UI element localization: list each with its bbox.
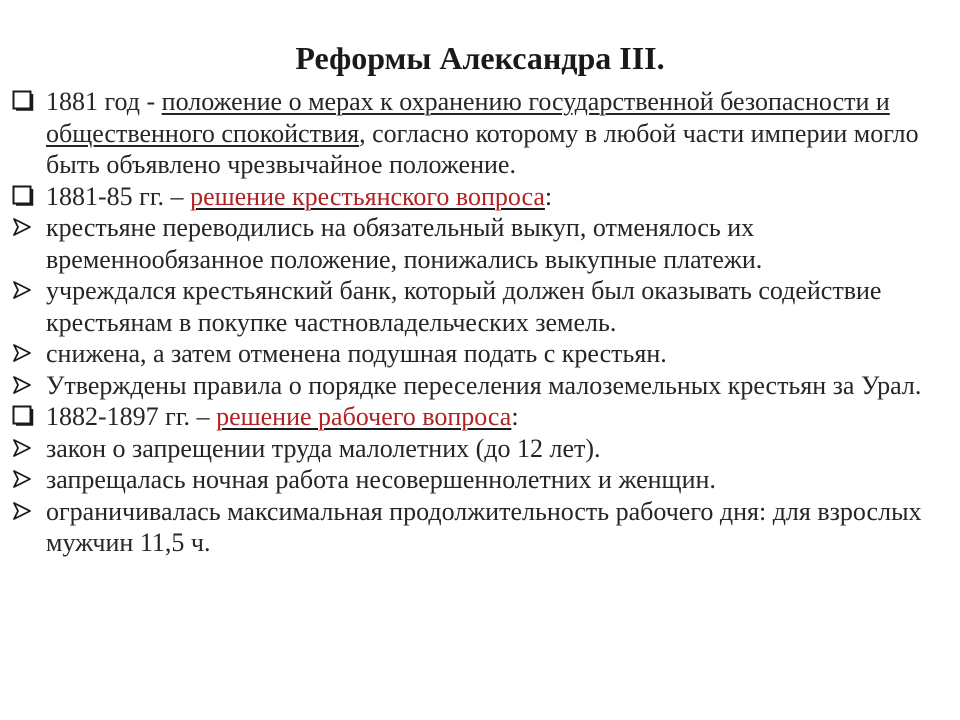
arrow-icon [10, 464, 46, 496]
item-underlined: положение о мерах к охранению государственной безопасности и общественного спокойствия [46, 87, 890, 148]
list-item [10, 464, 945, 496]
list-item-text [46, 181, 945, 213]
item-suffix: , согласно которому в любой части империи могло быть объявлено чрезвычайное положение. [46, 118, 919, 179]
item-prefix: 1881 год - [46, 87, 162, 116]
item-highlight: решение крестьянского вопроса [190, 181, 545, 211]
list-item [10, 212, 945, 275]
item-highlight: решение рабочего вопроса [216, 402, 512, 431]
arrow-icon [10, 212, 46, 244]
list-item-text: снижена, а затем отменена подушная подать с крестьян. [46, 339, 667, 368]
slide-title: Реформы Александра III. [295, 40, 665, 76]
list-item [10, 401, 945, 433]
item-suffix: : [544, 181, 553, 211]
bullet-list [10, 86, 945, 559]
arrow-icon [10, 370, 46, 402]
list-item-text: учреждался крестьянский банк, который должен был оказывать содействие крестьянам в покупке частновладельческих земель. [46, 276, 882, 337]
list-item [10, 496, 945, 559]
list-item-text: запрещалась ночная работа несовершеннолетних и женщин. [46, 465, 716, 494]
checkbox-icon [10, 181, 46, 213]
list-item-text: закон о запрещении труда малолетних (до 12 лет). [46, 433, 601, 463]
arrow-icon [10, 433, 46, 465]
list-item-text: ограничивалась максимальная продолжительность рабочего дня: для взрослых мужчин 11,5 ч. [46, 496, 922, 557]
list-item-text [46, 401, 945, 433]
checkbox-icon [10, 401, 46, 433]
item-suffix: : [511, 402, 519, 431]
list-item [10, 181, 945, 213]
item-prefix: 1881-85 гг. – [46, 181, 191, 211]
list-item [10, 433, 945, 465]
item-prefix: 1882-1897 гг. – [46, 402, 217, 431]
list-item-text: крестьяне переводились на обязательный выкуп, отменялось их временнообязанное положение, понижались выкупные платежи. [46, 213, 763, 274]
list-item [10, 338, 945, 370]
list-item-text [46, 86, 945, 181]
list-item-text: Утверждены правила о порядке переселения малоземельных крестьян за Урал. [46, 370, 922, 400]
list-item [10, 86, 945, 181]
arrow-icon [10, 275, 46, 307]
arrow-icon [10, 338, 46, 370]
checkbox-icon [10, 86, 46, 118]
list-item [10, 275, 945, 338]
list-item [10, 370, 945, 402]
arrow-icon [10, 496, 46, 528]
